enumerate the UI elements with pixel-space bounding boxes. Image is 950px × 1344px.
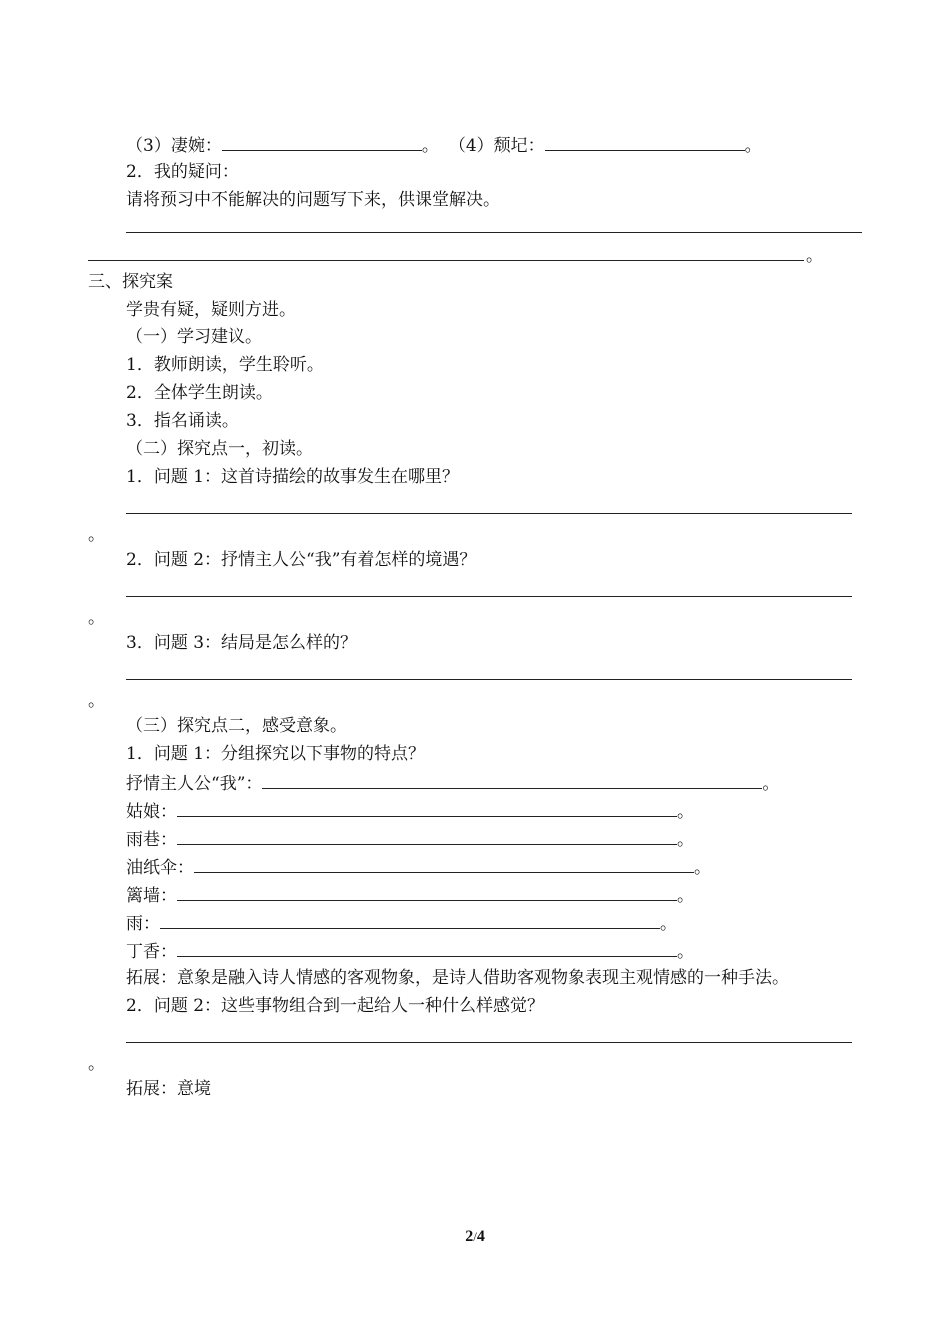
item-wo	[126, 772, 779, 794]
item-liqiang-label: 篱墙：	[126, 886, 177, 906]
part2-answer-line-1[interactable]	[126, 513, 852, 514]
item-yu-label: 雨：	[126, 914, 160, 934]
question-end-mark: 。	[806, 246, 823, 266]
item-yuxiang	[126, 828, 694, 850]
part2-answer-line-3[interactable]	[126, 679, 852, 680]
item-yu	[126, 912, 677, 934]
part2-question-1: 1．问题 1：这首诗描绘的故事发生在哪里？	[126, 467, 460, 487]
vocab-3-label: （3）凄婉：	[126, 136, 222, 156]
vocab-3-answer-blank[interactable]	[222, 134, 422, 151]
motto: 学贵有疑，疑则方进。	[126, 300, 296, 320]
page-separator: /	[473, 1229, 477, 1244]
extension-imagery: 拓展：意象是融入诗人情感的客观物象，是诗人借助客观物象表现主观情感的一种手法。	[126, 968, 789, 988]
total-pages: 4	[476, 1228, 485, 1245]
item-yuxiang-blank[interactable]	[177, 828, 677, 845]
item-youzhisan-end: 。	[694, 858, 711, 878]
extension-mood: 拓展：意境	[126, 1079, 211, 1099]
section3-title: 三、探究案	[88, 272, 173, 292]
vocab-4-end: 。	[744, 136, 762, 156]
item-youzhisan-blank[interactable]	[194, 856, 694, 873]
part3-question-1: 1．问题 1：分组探究以下事物的特点？	[126, 744, 426, 764]
vocab-4-answer-blank[interactable]	[545, 134, 745, 151]
item-dingxiang-blank[interactable]	[177, 940, 677, 957]
item-liqiang-end: 。	[677, 886, 694, 906]
page-number	[0, 1228, 950, 1246]
vocab-4-label: （4）颓圮：	[448, 136, 545, 156]
item-wo-blank[interactable]	[262, 772, 762, 789]
part2-answer-1-end: 。	[88, 525, 105, 545]
part2-title: （二）探究点一，初读。	[126, 439, 313, 459]
part1-title: （一）学习建议。	[126, 327, 262, 347]
item-guniang	[126, 800, 694, 822]
item-yuxiang-end: 。	[677, 830, 694, 850]
item-yu-blank[interactable]	[160, 912, 660, 929]
my-question-heading: 2．我的疑问：	[126, 162, 239, 182]
part3-title: （三）探究点二，感受意象。	[126, 716, 347, 736]
item-guniang-blank[interactable]	[177, 800, 677, 817]
item-dingxiang-end: 。	[677, 942, 694, 962]
part2-question-2: 2．问题 2：抒情主人公“我”有着怎样的境遇？	[126, 550, 477, 570]
item-liqiang	[126, 884, 694, 906]
item-dingxiang	[126, 940, 694, 962]
question-answer-line-1[interactable]	[126, 232, 862, 233]
item-wo-end: 。	[762, 774, 780, 794]
part2-question-3: 3．问题 3：结局是怎么样的？	[126, 633, 358, 653]
part3-answer-line-2[interactable]	[126, 1042, 852, 1043]
suggestion-3: 3．指名诵读。	[126, 411, 239, 431]
part3-question-2: 2．问题 2：这些事物组合到一起给人一种什么样感觉？	[126, 996, 545, 1016]
item-dingxiang-label: 丁香：	[126, 942, 177, 962]
item-liqiang-blank[interactable]	[177, 884, 677, 901]
item-yu-end: 。	[660, 914, 677, 934]
part2-answer-line-2[interactable]	[126, 596, 852, 597]
current-page: 2	[465, 1228, 474, 1245]
part2-answer-2-end: 。	[88, 608, 105, 628]
part2-answer-3-end: 。	[88, 691, 105, 711]
item-wo-label: 抒情主人公“我”：	[126, 774, 263, 794]
vocab-3-end: 。	[421, 136, 439, 156]
part3-answer-2-end: 。	[88, 1054, 105, 1074]
my-question-instruction: 请将预习中不能解决的问题写下来，供课堂解决。	[126, 190, 500, 210]
item-youzhisan-label: 油纸伞：	[126, 858, 194, 878]
item-yuxiang-label: 雨巷：	[126, 830, 177, 850]
vocab-line	[126, 134, 762, 156]
question-answer-line-2[interactable]	[88, 260, 804, 261]
suggestion-2: 2．全体学生朗读。	[126, 383, 273, 403]
item-youzhisan	[126, 856, 711, 878]
item-guniang-label: 姑娘：	[126, 802, 177, 822]
suggestion-1: 1．教师朗读，学生聆听。	[126, 355, 324, 375]
item-guniang-end: 。	[677, 802, 694, 822]
